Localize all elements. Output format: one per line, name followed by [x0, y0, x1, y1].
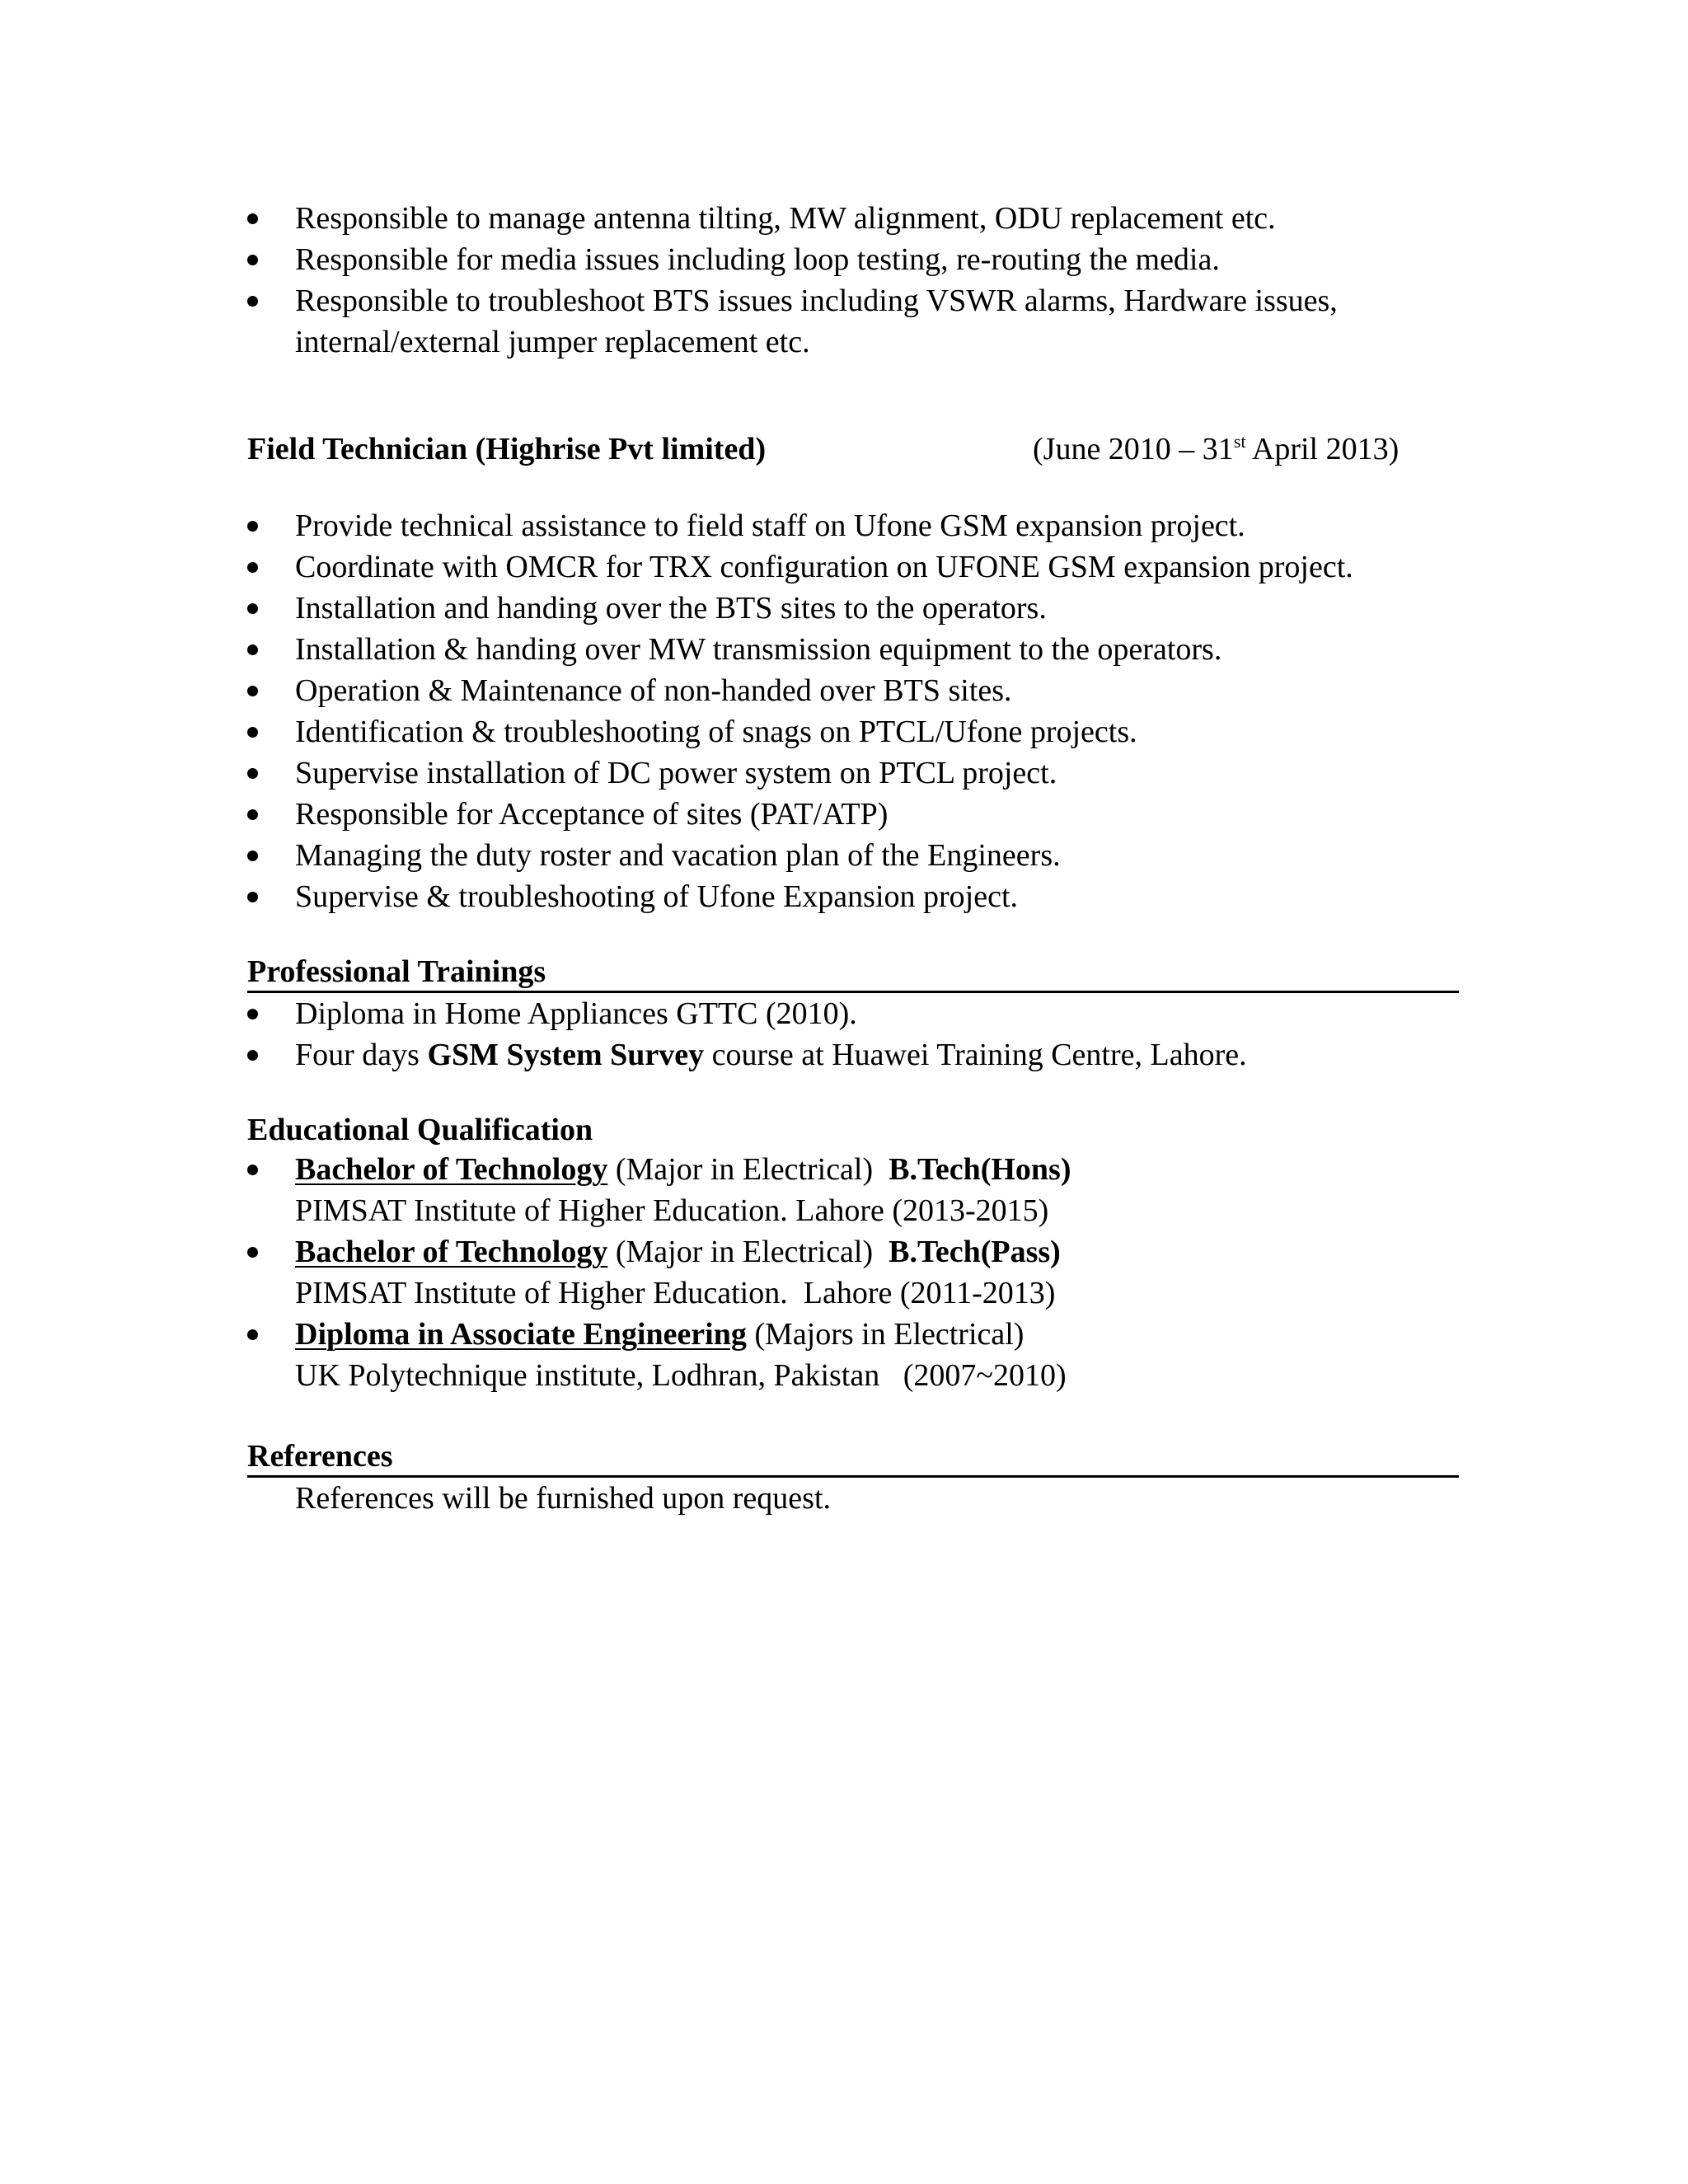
references-text: References will be furnished upon request.	[295, 1481, 832, 1516]
list-item: Responsible to troubleshoot BTS issues including VSWR alarms, Hardware issues, internal/external jumper replacement etc.	[247, 280, 1459, 363]
list-item: Diploma in Associate Engineering (Majors in Electrical) UK Polytechnique institute, Lodhran, Pakistan (2007~2010)	[247, 1314, 1459, 1396]
degree-level: B.Tech(Pass)	[889, 1235, 1061, 1269]
bullet-icon	[247, 213, 258, 224]
bullet-icon	[247, 768, 258, 779]
bullet-icon	[247, 603, 258, 614]
list-item: Diploma in Home Appliances GTTC (2010).	[247, 993, 1459, 1034]
job-duties-list	[247, 505, 1459, 917]
list-item: Bachelor of Technology (Major in Electrical) B.Tech(Pass) PIMSAT Institute of Higher Education. Lahore (2011-2013)	[247, 1231, 1459, 1314]
degree-name: Bachelor of Technology	[295, 1235, 608, 1269]
institute-name: PIMSAT Institute of Higher Education. Lahore (2011-2013)	[295, 1276, 1056, 1310]
education-list	[247, 1149, 1459, 1396]
list-item: Four days GSM System Survey course at Huawei Training Centre, Lahore.	[247, 1034, 1459, 1076]
bullet-icon	[247, 1009, 258, 1019]
education-heading: Educational Qualification	[247, 1113, 593, 1147]
bullet-icon	[247, 521, 258, 532]
bullet-icon	[247, 1329, 258, 1340]
list-item: Identification & troubleshooting of snags on PTCL/Ufone projects.	[247, 711, 1459, 752]
list-item: Provide technical assistance to field staff on Ufone GSM expansion project.	[247, 505, 1459, 546]
degree-name: Bachelor of Technology	[295, 1152, 608, 1187]
list-item: Responsible for Acceptance of sites (PAT/ATP)	[247, 794, 1459, 835]
bullet-icon	[247, 1050, 258, 1061]
bullet-icon	[247, 1247, 258, 1258]
institute-name: PIMSAT Institute of Higher Education. Lahore (2013-2015)	[295, 1193, 1049, 1228]
bullet-icon	[247, 851, 258, 861]
bullet-icon	[247, 255, 258, 265]
trainings-heading: Professional Trainings	[247, 953, 1459, 993]
list-item: Responsible to manage antenna tilting, MW alignment, ODU replacement etc.	[247, 198, 1459, 239]
job-title: Field Technician (Highrise Pvt limited)	[247, 432, 767, 466]
bullet-icon	[247, 296, 258, 307]
resume-page	[247, 198, 1459, 1519]
bullet-icon	[247, 1165, 258, 1175]
bullet-icon	[247, 727, 258, 738]
list-item: Bachelor of Technology (Major in Electrical) B.Tech(Hons) PIMSAT Institute of Higher Education. Lahore (2013-2015)	[247, 1149, 1459, 1231]
list-item: Operation & Maintenance of non-handed over BTS sites.	[247, 670, 1459, 711]
list-item: Supervise & troubleshooting of Ufone Expansion project.	[247, 876, 1459, 917]
degree-name: Diploma in Associate Engineering	[295, 1317, 747, 1352]
bullet-icon	[247, 686, 258, 696]
institute-name: UK Polytechnique institute, Lodhran, Pakistan (2007~2010)	[295, 1358, 1067, 1393]
bullet-icon	[247, 562, 258, 573]
list-item: Managing the duty roster and vacation plan of the Engineers.	[247, 835, 1459, 876]
trainings-list	[247, 993, 1459, 1076]
list-item: Installation and handing over the BTS sites to the operators.	[247, 588, 1459, 629]
job-header	[247, 429, 1459, 470]
responsibilities-list	[247, 198, 1459, 363]
references-heading: References	[247, 1437, 1459, 1478]
bullet-icon	[247, 892, 258, 902]
list-item: Supervise installation of DC power system on PTCL project.	[247, 752, 1459, 794]
list-item: Responsible for media issues including loop testing, re-routing the media.	[247, 239, 1459, 280]
degree-level: B.Tech(Hons)	[889, 1152, 1071, 1187]
list-item: Installation & handing over MW transmission equipment to the operators.	[247, 629, 1459, 670]
bullet-icon	[247, 809, 258, 820]
job-dates: (June 2010 – 31st April 2013)	[1033, 431, 1400, 466]
list-item: Coordinate with OMCR for TRX configuration on UFONE GSM expansion project.	[247, 546, 1459, 588]
bullet-icon	[247, 644, 258, 655]
